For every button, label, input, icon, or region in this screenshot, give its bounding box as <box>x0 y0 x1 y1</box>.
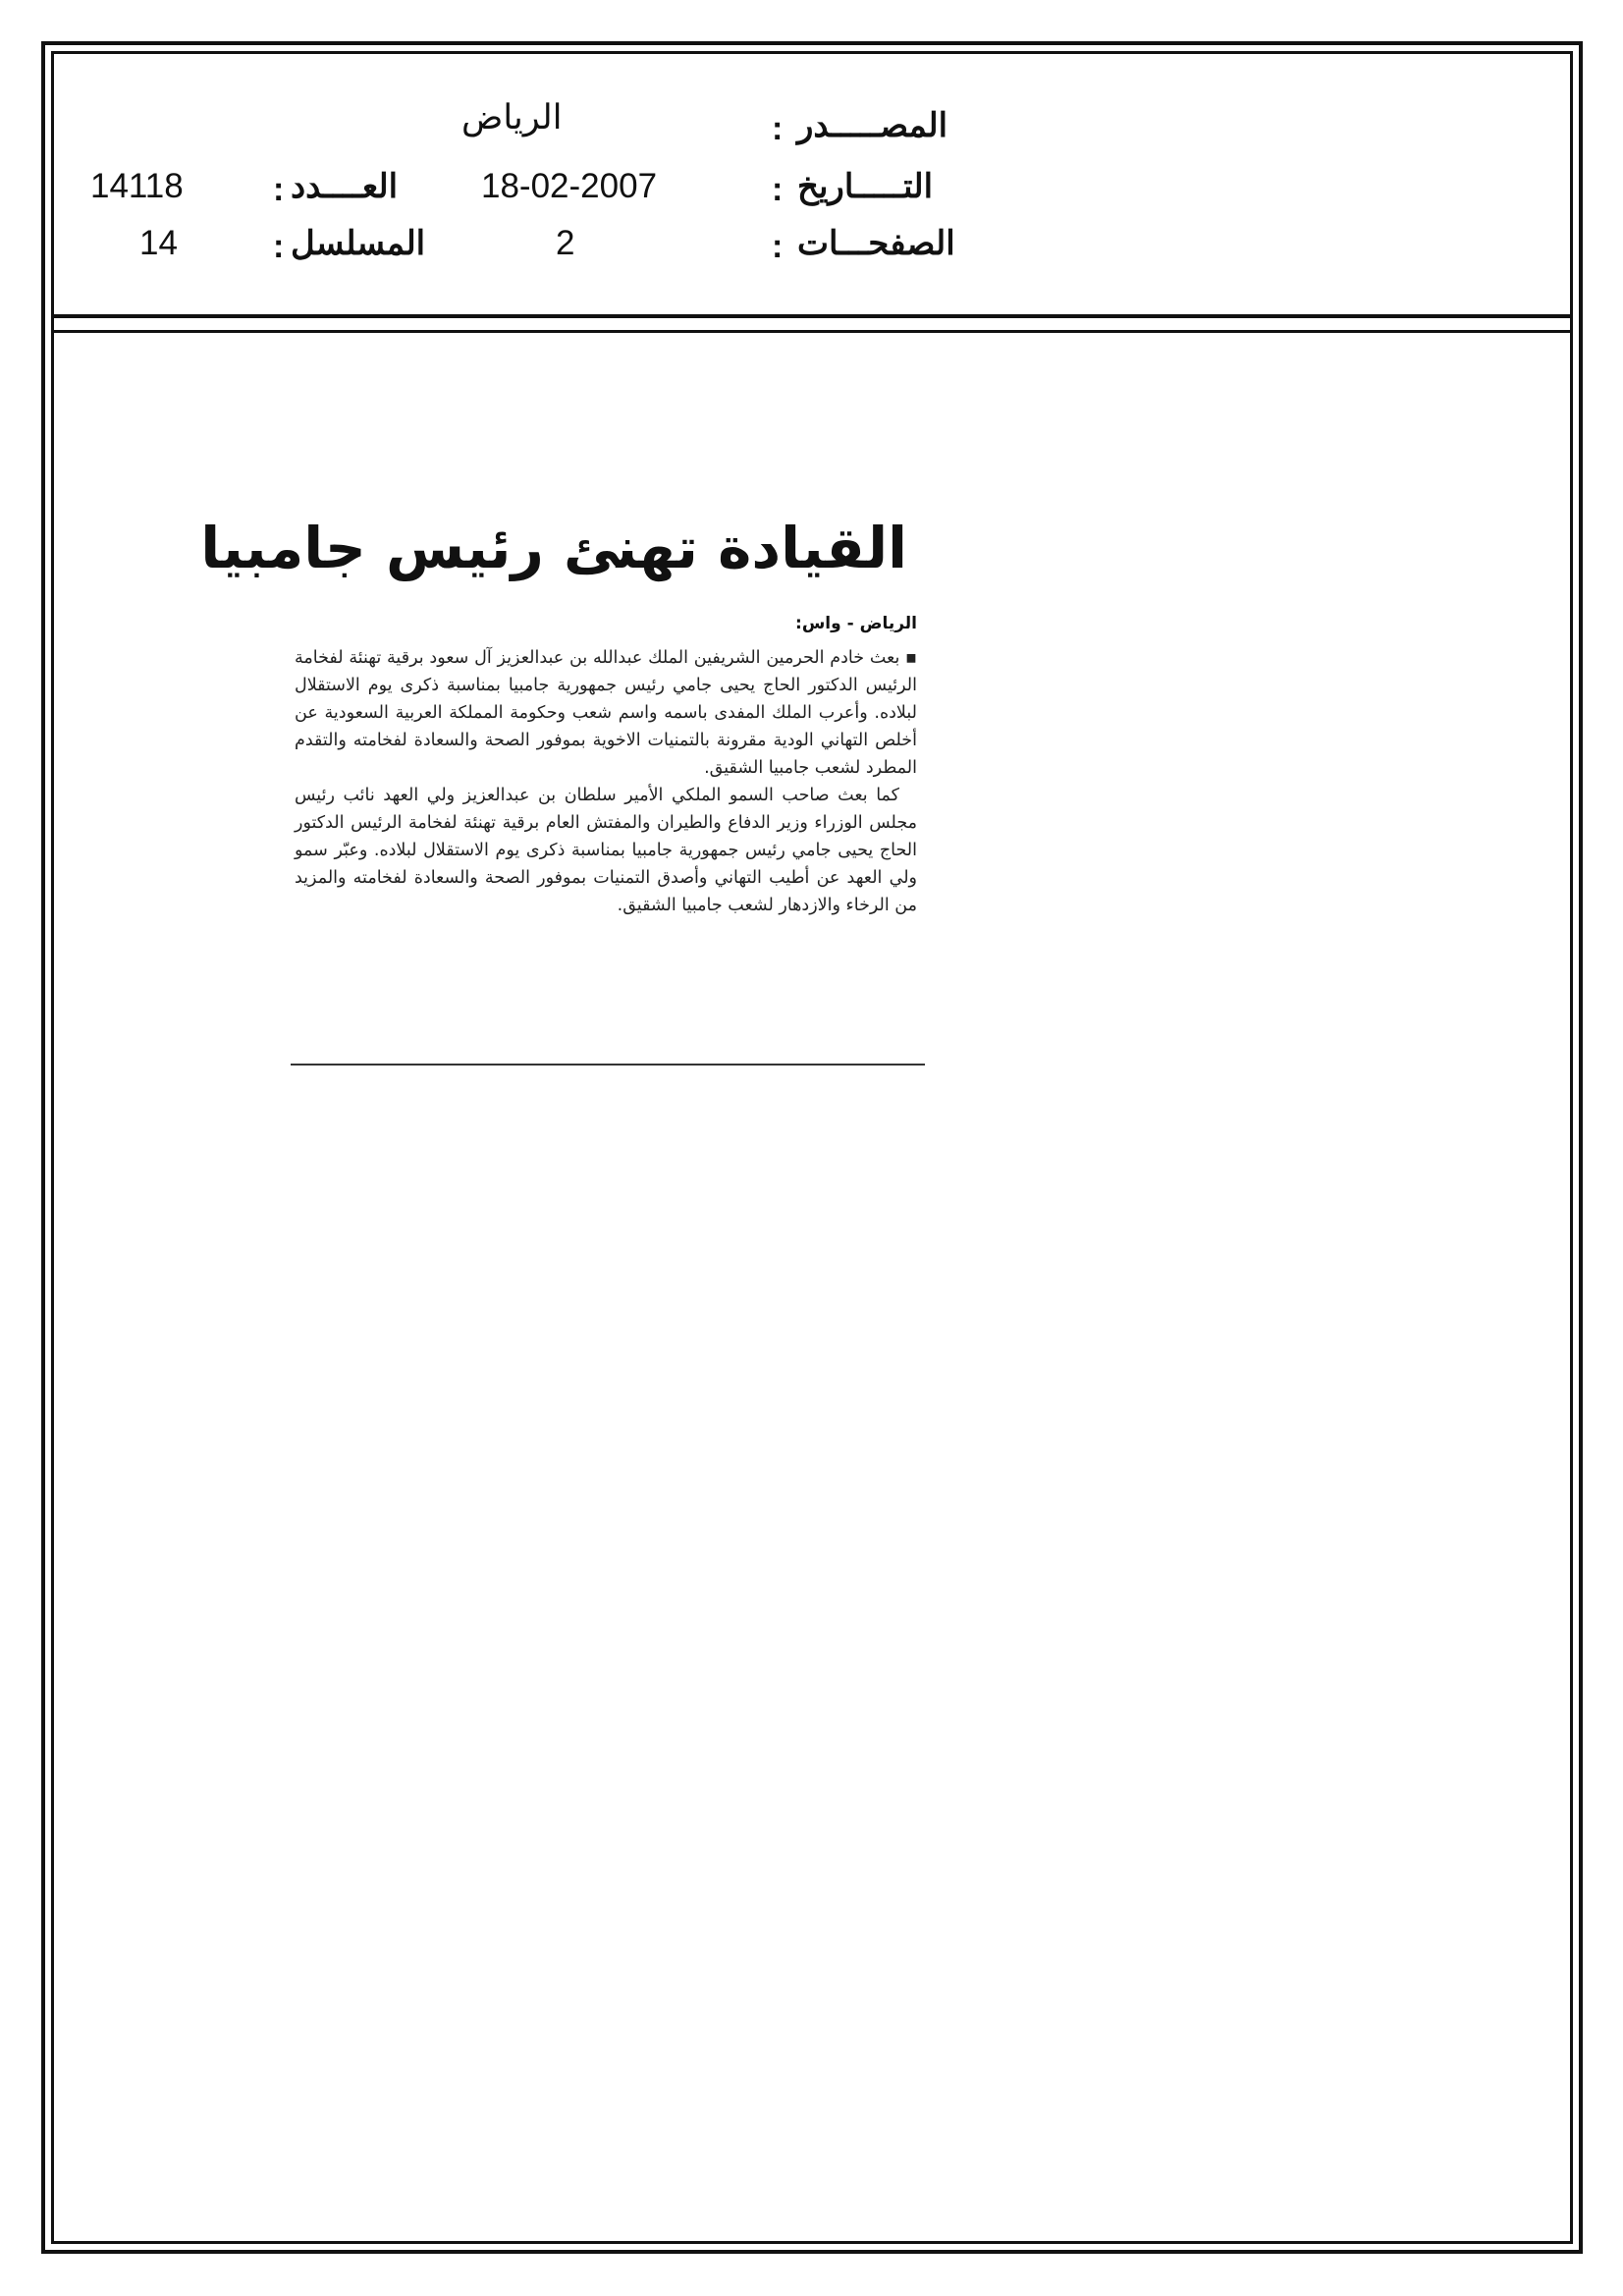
article-paragraph: ▪ بعث خادم الحرمين الشريفين الملك عبدالله بن عبدالعزيز آل سعود برقية تهنئة لفخامة الرئيس الدكتور الحاج يحيى جامي رئيس جمهورية جامبيا بمناسبة ذكرى يوم الاستقلال لبلاده. وأعرب الملك المفدى باسمه واسم شعب وحكومة المملكة العربية السعودية عن أخلص التهاني الودية مقرونة بالتمنيات الاخوية بموفور الصحة والسعادة لفخامته والتقدم المطرد لشعب جامبيا الشقيق. <box>295 648 917 778</box>
article-byline: الرياض - واس: <box>795 614 917 633</box>
article-body <box>295 644 917 919</box>
issue-colon: : <box>273 171 285 208</box>
date-colon: : <box>772 171 784 208</box>
serial-label: المسلسل <box>291 225 426 262</box>
source-colon: : <box>772 110 784 147</box>
clipping-bottom-rule <box>291 1064 925 1066</box>
pages-value: 2 <box>556 224 575 262</box>
date-value: 18-02-2007 <box>481 167 658 205</box>
header-separator <box>51 314 1573 318</box>
inner-border <box>51 51 1573 2244</box>
article-headline: القيادة تهنئ رئيس جامبيا <box>200 515 907 581</box>
source-value: الرياض <box>461 98 563 137</box>
pages-label: الصفحـــات <box>797 225 955 262</box>
header-separator-inner <box>51 330 1573 333</box>
issue-label: العــــدد <box>291 168 399 205</box>
newspaper-clipping <box>200 501 925 1066</box>
serial-value: 14 <box>139 224 178 262</box>
source-label: المصـــــدر <box>797 107 948 144</box>
issue-value: 14118 <box>90 167 184 205</box>
serial-colon: : <box>273 228 285 265</box>
date-label: التـــــاريخ <box>797 168 934 205</box>
article-paragraph: كما بعث صاحب السمو الملكي الأمير سلطان بن عبدالعزيز ولي العهد نائب رئيس مجلس الوزراء وزير الدفاع والطيران والمفتش العام برقية تهنئة لفخامة الرئيس الدكتور الحاج يحيى جامي رئيس جمهورية جامبيا بمناسبة ذكرى يوم الاستقلال لبلاده. وعبّر سمو ولي العهد عن أطيب التهاني وأصدق التمنيات بموفور الصحة والسعادة لفخامته والمزيد من الرخاء والازدهار لشعب جامبيا الشقيق. <box>295 786 917 915</box>
pages-colon: : <box>772 228 784 265</box>
